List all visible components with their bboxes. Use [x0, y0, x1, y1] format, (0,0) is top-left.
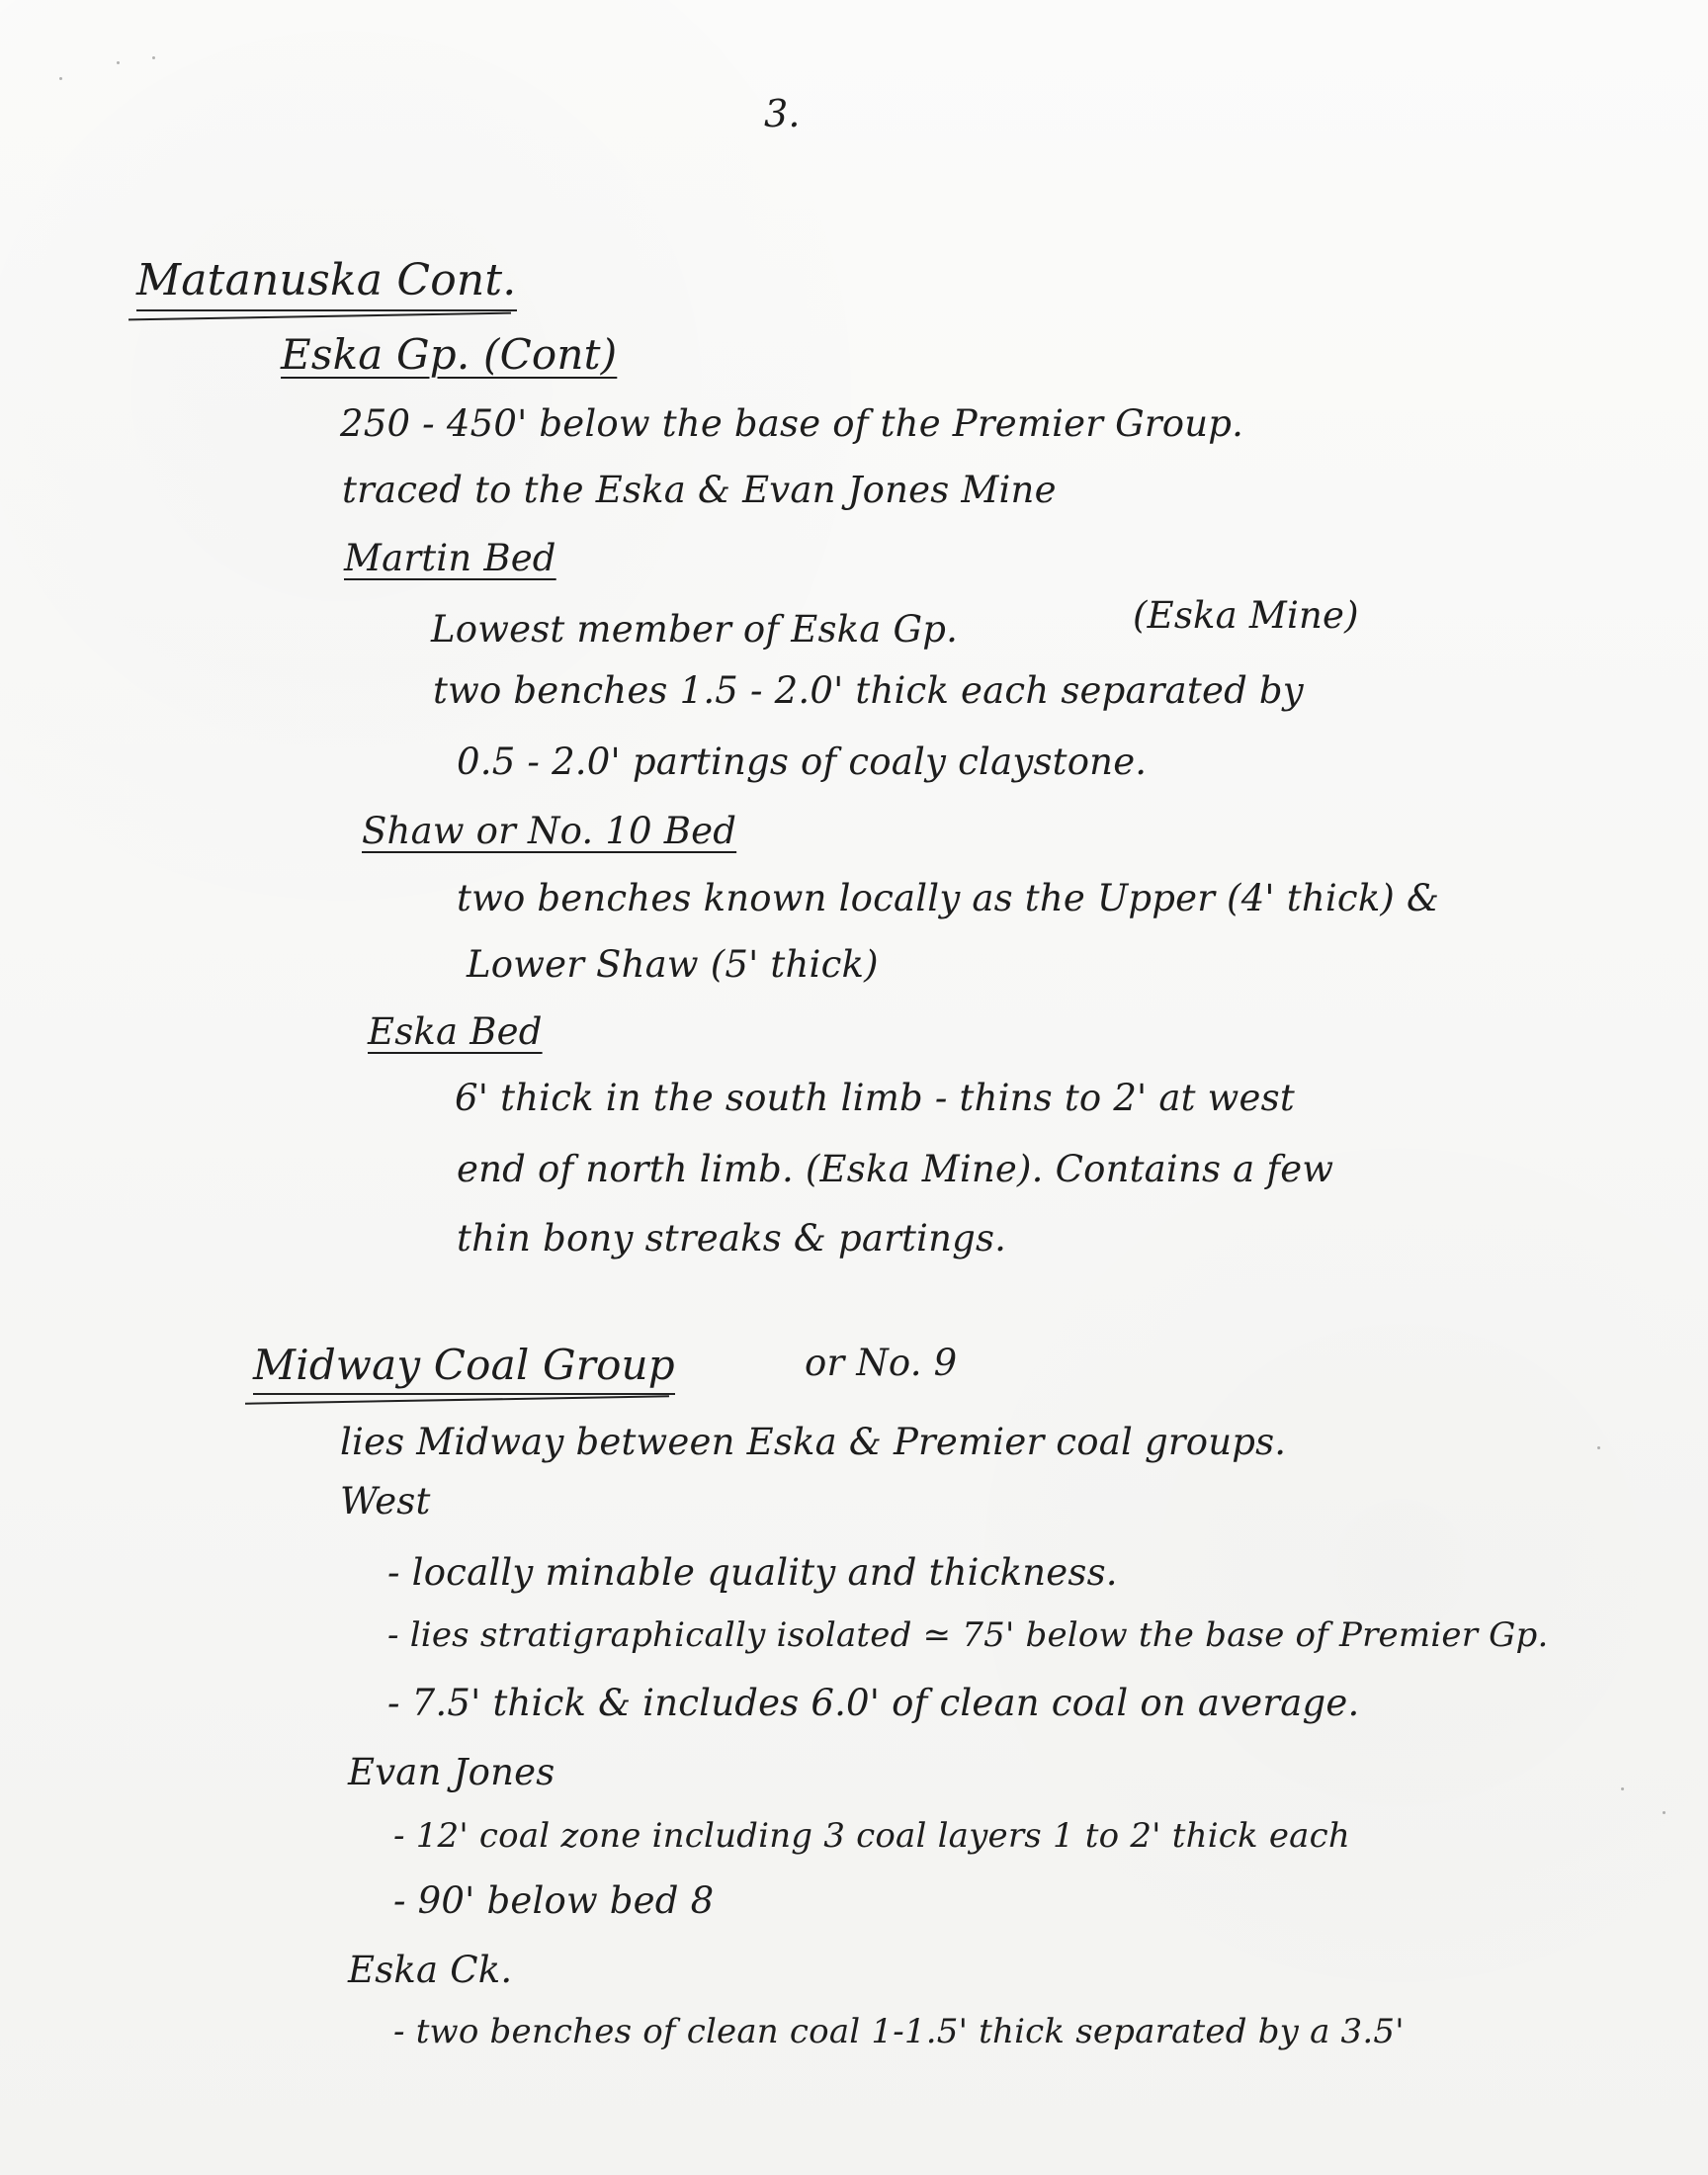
shaw-line-2: Lower Shaw (5' thick): [467, 943, 879, 986]
eska-line-2: traced to the Eska & Evan Jones Mine: [342, 469, 1057, 511]
eska-line-1: 250 - 450' below the base of the Premier Group.: [340, 402, 1244, 445]
eska-bed-line-1: 6' thick in the south limb - thins to 2' at west: [455, 1077, 1295, 1119]
midway-west-label: West: [340, 1480, 431, 1522]
midway-title: Midway Coal Group: [253, 1345, 675, 1395]
martin-bed-title: Martin Bed: [344, 537, 556, 579]
eska-bed-title: Eska Bed: [368, 1010, 543, 1053]
west-line-2: - lies stratigraphically isolated ≃ 75' below the base of Premier Gp.: [387, 1615, 1549, 1655]
scan-speckle: [1621, 1787, 1624, 1790]
west-line-3: - 7.5' thick & includes 6.0' of clean coal on average.: [387, 1682, 1360, 1724]
scan-speckle: [117, 61, 120, 64]
shaw-bed-title: Shaw or No. 10 Bed: [362, 810, 737, 852]
eska-bed-line-3: thin bony streaks & partings.: [457, 1217, 1007, 1260]
scan-speckle: [152, 56, 155, 59]
page-number: 3.: [764, 92, 801, 135]
eska-bed-line-2: end of north limb. (Eska Mine). Contains a few: [457, 1148, 1334, 1190]
midway-line-1: lies Midway between Eska & Premier coal groups.: [340, 1421, 1287, 1463]
eska-ck-line: - two benches of clean coal 1-1.5' thick separated by a 3.5': [393, 2012, 1405, 2051]
scan-speckle: [1597, 1446, 1600, 1449]
martin-line-1: Lowest member of Eska Gp.: [431, 608, 959, 651]
section-title-matanuska: Matanuska Cont.: [136, 259, 517, 311]
martin-line-1-right: (Eska Mine): [1133, 594, 1359, 637]
midway-title-suffix: or No. 9: [805, 1342, 958, 1384]
evan-jones-label: Evan Jones: [348, 1751, 555, 1793]
scan-speckle: [1663, 1811, 1665, 1814]
scan-speckle: [59, 77, 62, 80]
martin-line-3: 0.5 - 2.0' partings of coaly claystone.: [457, 740, 1148, 783]
martin-line-2: two benches 1.5 - 2.0' thick each separated by: [433, 669, 1304, 712]
shaw-line-1: two benches known locally as the Upper (4' thick) &: [457, 877, 1440, 919]
west-line-1: - locally minable quality and thickness.: [387, 1551, 1118, 1594]
eska-ck-label: Eska Ck.: [348, 1949, 513, 1991]
evan-line-1: - 12' coal zone including 3 coal layers 1 to 2' thick each: [393, 1816, 1350, 1856]
subsection-title-eska-gp: Eska Gp. (Cont): [281, 330, 618, 379]
evan-line-2: - 90' below bed 8: [393, 1879, 715, 1922]
